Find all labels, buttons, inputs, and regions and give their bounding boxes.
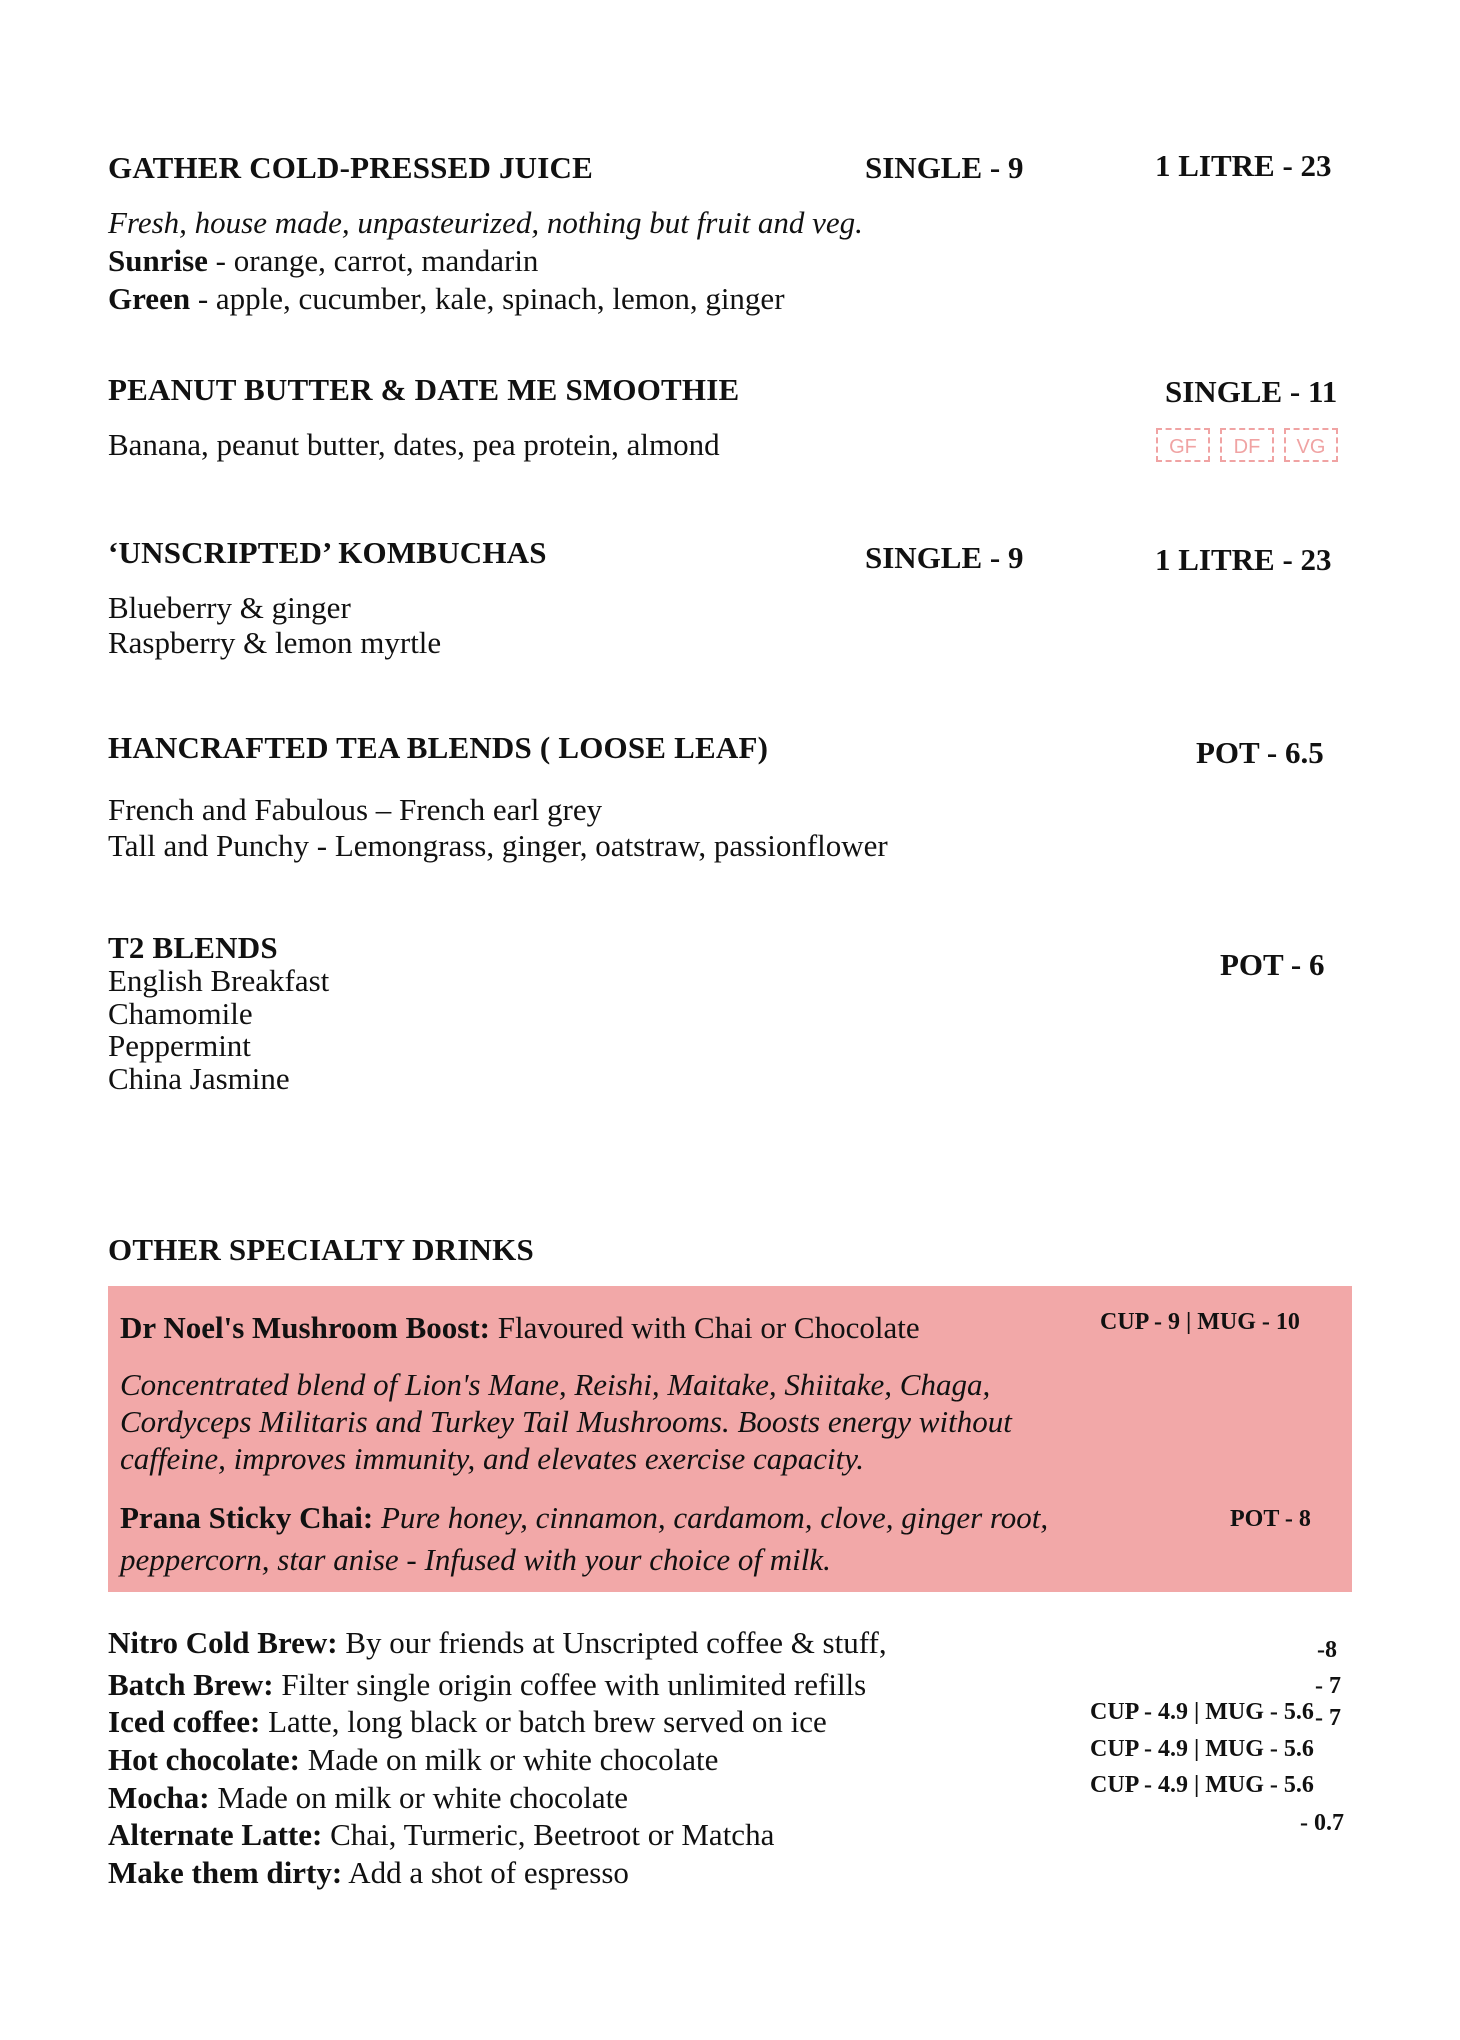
mushroom-boost-line — [120, 1310, 920, 1346]
juice-price-single: SINGLE - 9 — [865, 150, 1024, 185]
juice-item-name: Sunrise — [108, 243, 208, 278]
coffee-item-name: Batch Brew: — [108, 1667, 274, 1702]
mushroom-boost-flavour: Flavoured with Chai or Chocolate — [490, 1310, 920, 1345]
t2-item: China Jasmine — [108, 1061, 290, 1096]
diet-tags — [1146, 428, 1338, 462]
coffee-item-name: Iced coffee: — [108, 1704, 261, 1739]
coffee-item-detail: By our friends at Unscripted coffee & stuff, — [337, 1625, 887, 1660]
smoothie-description: Banana, peanut butter, dates, pea protein, almond — [108, 427, 720, 462]
juice-item-green — [108, 281, 785, 317]
coffee-item-alternate-latte — [108, 1817, 774, 1853]
coffee-price: CUP - 4.9 | MUG - 5.6 — [1090, 1736, 1314, 1762]
sticky-chai-name: Prana Sticky Chai: — [120, 1500, 374, 1535]
mushroom-boost-price: CUP - 9 | MUG - 10 — [1100, 1309, 1300, 1335]
tea-price: POT - 6.5 — [1196, 735, 1324, 770]
kombucha-item: Raspberry & lemon myrtle — [108, 625, 442, 660]
tea-title: HANCRAFTED TEA BLENDS ( LOOSE LEAF) — [108, 730, 769, 765]
juice-price-litre: 1 LITRE - 23 — [1155, 148, 1332, 183]
t2-price: POT - 6 — [1220, 947, 1325, 982]
coffee-item-name: Make them dirty: — [108, 1855, 343, 1890]
t2-item: Chamomile — [108, 996, 253, 1031]
coffee-item-name: Nitro Cold Brew: — [108, 1625, 338, 1660]
sticky-chai-line — [120, 1497, 1060, 1581]
coffee-item-name: Alternate Latte: — [108, 1817, 323, 1852]
coffee-item-nitro — [108, 1625, 887, 1661]
coffee-item-name: Hot chocolate: — [108, 1742, 300, 1777]
coffee-item-name: Mocha: — [108, 1780, 210, 1815]
juice-item-detail: - orange, carrot, mandarin — [207, 243, 539, 278]
coffee-price: - 7 — [1315, 1705, 1341, 1731]
mushroom-boost-description: Concentrated blend of Lion's Mane, Reishi, Maitake, Shiitake, Chaga, Cordyceps Militaris and Turkey Tail Mushrooms. Boosts energy without caffeine, improves immunity, and elevates exercise capacity. — [120, 1367, 1012, 1476]
smoothie-title: PEANUT BUTTER & DATE ME SMOOTHIE — [108, 372, 740, 407]
coffee-item-detail: Chai, Turmeric, Beetroot or Matcha — [322, 1817, 775, 1852]
t2-item: Peppermint — [108, 1028, 251, 1063]
juice-item-detail: - apple, cucumber, kale, spinach, lemon, ginger — [190, 281, 785, 316]
coffee-item-detail: Add a shot of espresso — [342, 1855, 629, 1890]
vegan-tag: VG — [1284, 428, 1338, 462]
tea-item: Tall and Punchy - Lemongrass, ginger, oatstraw, passionflower — [108, 828, 888, 863]
juice-description: Fresh, house made, unpasteurized, nothing but fruit and veg. — [108, 205, 863, 240]
coffee-price: - 0.7 — [1300, 1810, 1344, 1836]
specialty-title: OTHER SPECIALTY DRINKS — [108, 1232, 534, 1267]
juice-title: GATHER COLD-PRESSED JUICE — [108, 150, 594, 185]
dairy-free-tag: DF — [1220, 428, 1274, 462]
sticky-chai-description: Pure honey, cinnamon, cardamom, clove, ginger root, peppercorn, star anise - Infused with your choice of milk. — [120, 1500, 1049, 1577]
kombucha-title: ‘UNSCRIPTED’ KOMBUCHAS — [108, 535, 547, 570]
coffee-item-detail: Made on milk or white chocolate — [209, 1780, 628, 1815]
coffee-price: -8 — [1317, 1637, 1337, 1663]
coffee-item-hot-chocolate — [108, 1742, 718, 1778]
gluten-free-tag: GF — [1156, 428, 1210, 462]
coffee-price: CUP - 4.9 | MUG - 5.6 — [1090, 1699, 1314, 1725]
coffee-item-iced — [108, 1704, 827, 1740]
coffee-price: - 7 — [1315, 1673, 1341, 1699]
kombucha-item: Blueberry & ginger — [108, 590, 351, 625]
coffee-item-detail: Latte, long black or batch brew served on ice — [260, 1704, 827, 1739]
coffee-item-make-dirty — [108, 1855, 629, 1891]
coffee-item-detail: Made on milk or white chocolate — [299, 1742, 719, 1777]
mushroom-boost-name: Dr Noel's Mushroom Boost: — [120, 1310, 490, 1345]
tea-item: French and Fabulous – French earl grey — [108, 792, 603, 827]
t2-title: T2 BLENDS — [108, 930, 278, 965]
juice-item-sunrise — [108, 243, 538, 279]
sticky-chai-price: POT - 8 — [1230, 1506, 1311, 1532]
coffee-price: CUP - 4.9 | MUG - 5.6 — [1090, 1772, 1314, 1798]
kombucha-price-single: SINGLE - 9 — [865, 540, 1024, 575]
coffee-item-detail: Filter single origin coffee with unlimited refills — [273, 1667, 867, 1702]
kombucha-price-litre: 1 LITRE - 23 — [1155, 542, 1332, 577]
juice-item-name: Green — [108, 281, 191, 316]
coffee-item-batch-brew — [108, 1667, 866, 1703]
smoothie-price-single: SINGLE - 11 — [1165, 374, 1338, 409]
t2-item: English Breakfast — [108, 963, 330, 998]
coffee-item-mocha — [108, 1780, 628, 1816]
